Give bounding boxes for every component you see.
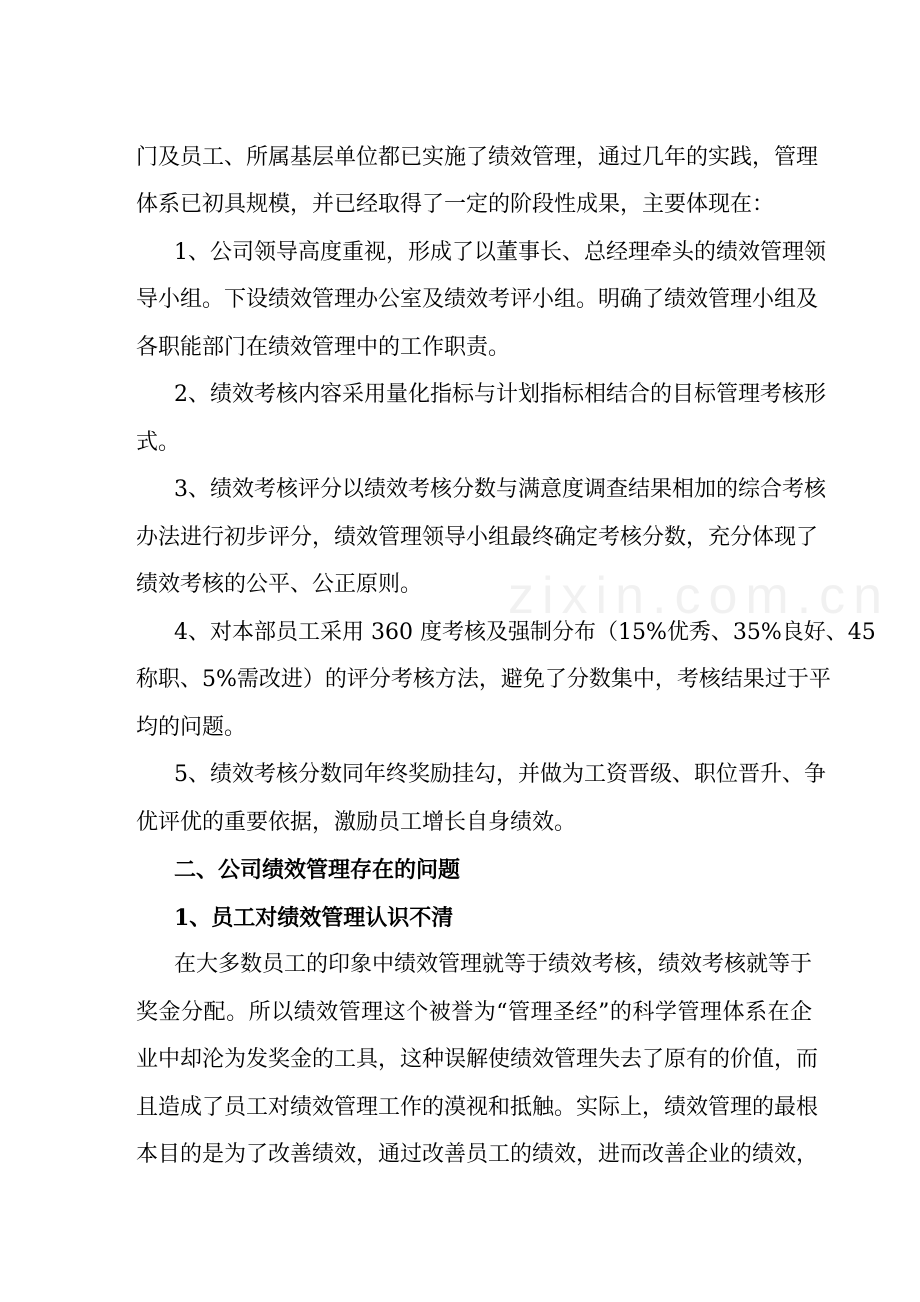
paragraph-line: 奖金分配。所以绩效管理这个被誉为“管理圣经”的科学管理体系在企 bbox=[136, 1000, 812, 1025]
paragraph-line: 本目的是为了改善绩效，通过改善员工的绩效，进而改善企业的绩效， bbox=[136, 1142, 819, 1167]
watermark: zixin.com.cn bbox=[508, 567, 891, 625]
paragraph-line: 且造成了员工对绩效管理工作的漠视和抵触。实际上，绩效管理的最根 bbox=[136, 1095, 819, 1120]
paragraph-line: 式。 bbox=[136, 430, 181, 455]
paragraph-line: 办法进行初步评分，绩效管理领导小组最终确定考核分数，充分体现了 bbox=[136, 525, 819, 550]
paragraph-line: 体系已初具规模，并已经取得了一定的阶段性成果，主要体现在： bbox=[136, 192, 775, 217]
subsection-heading: 1、员工对绩效管理认识不清 bbox=[174, 905, 454, 931]
paragraph-line: 导小组。下设绩效管理办公室及绩效考评小组。明确了绩效管理小组及 bbox=[136, 287, 819, 312]
paragraph-line: 均的问题。 bbox=[136, 715, 247, 740]
paragraph-line: 称职、5%需改进）的评分考核方法，避免了分数集中，考核结果过于平 bbox=[136, 667, 831, 692]
paragraph-line: 3、绩效考核评分以绩效考核分数与满意度调查结果相加的综合考核 bbox=[174, 477, 826, 502]
paragraph-line: 绩效考核的公平、公正原则。 bbox=[136, 572, 423, 597]
paragraph-line: 各职能部门在绩效管理中的工作职责。 bbox=[136, 335, 511, 360]
paragraph-line: 5、绩效考核分数同年终奖励挂勾，并做为工资晋级、职位晋升、争 bbox=[174, 762, 826, 787]
paragraph-line: 在大多数员工的印象中绩效管理就等于绩效考核，绩效考核就等于 bbox=[174, 952, 813, 977]
paragraph-line: 业中却沦为发奖金的工具，这种误解使绩效管理失去了原有的价值，而 bbox=[136, 1047, 819, 1072]
paragraph-line: 2、绩效考核内容采用量化指标与计划指标相结合的目标管理考核形 bbox=[174, 382, 826, 407]
section-heading: 二、公司绩效管理存在的问题 bbox=[174, 857, 461, 883]
paragraph-line: 1、公司领导高度重视，形成了以董事长、总经理牵头的绩效管理领 bbox=[174, 240, 826, 265]
paragraph-line: 优评优的重要依据，激励员工增长自身绩效。 bbox=[136, 810, 577, 835]
paragraph-line: 门及员工、所属基层单位都已实施了绩效管理，通过几年的实践，管理 bbox=[136, 145, 819, 170]
paragraph-line: 4、对本部员工采用 360 度考核及强制分布（15%优秀、35%良好、45 bbox=[174, 620, 876, 645]
